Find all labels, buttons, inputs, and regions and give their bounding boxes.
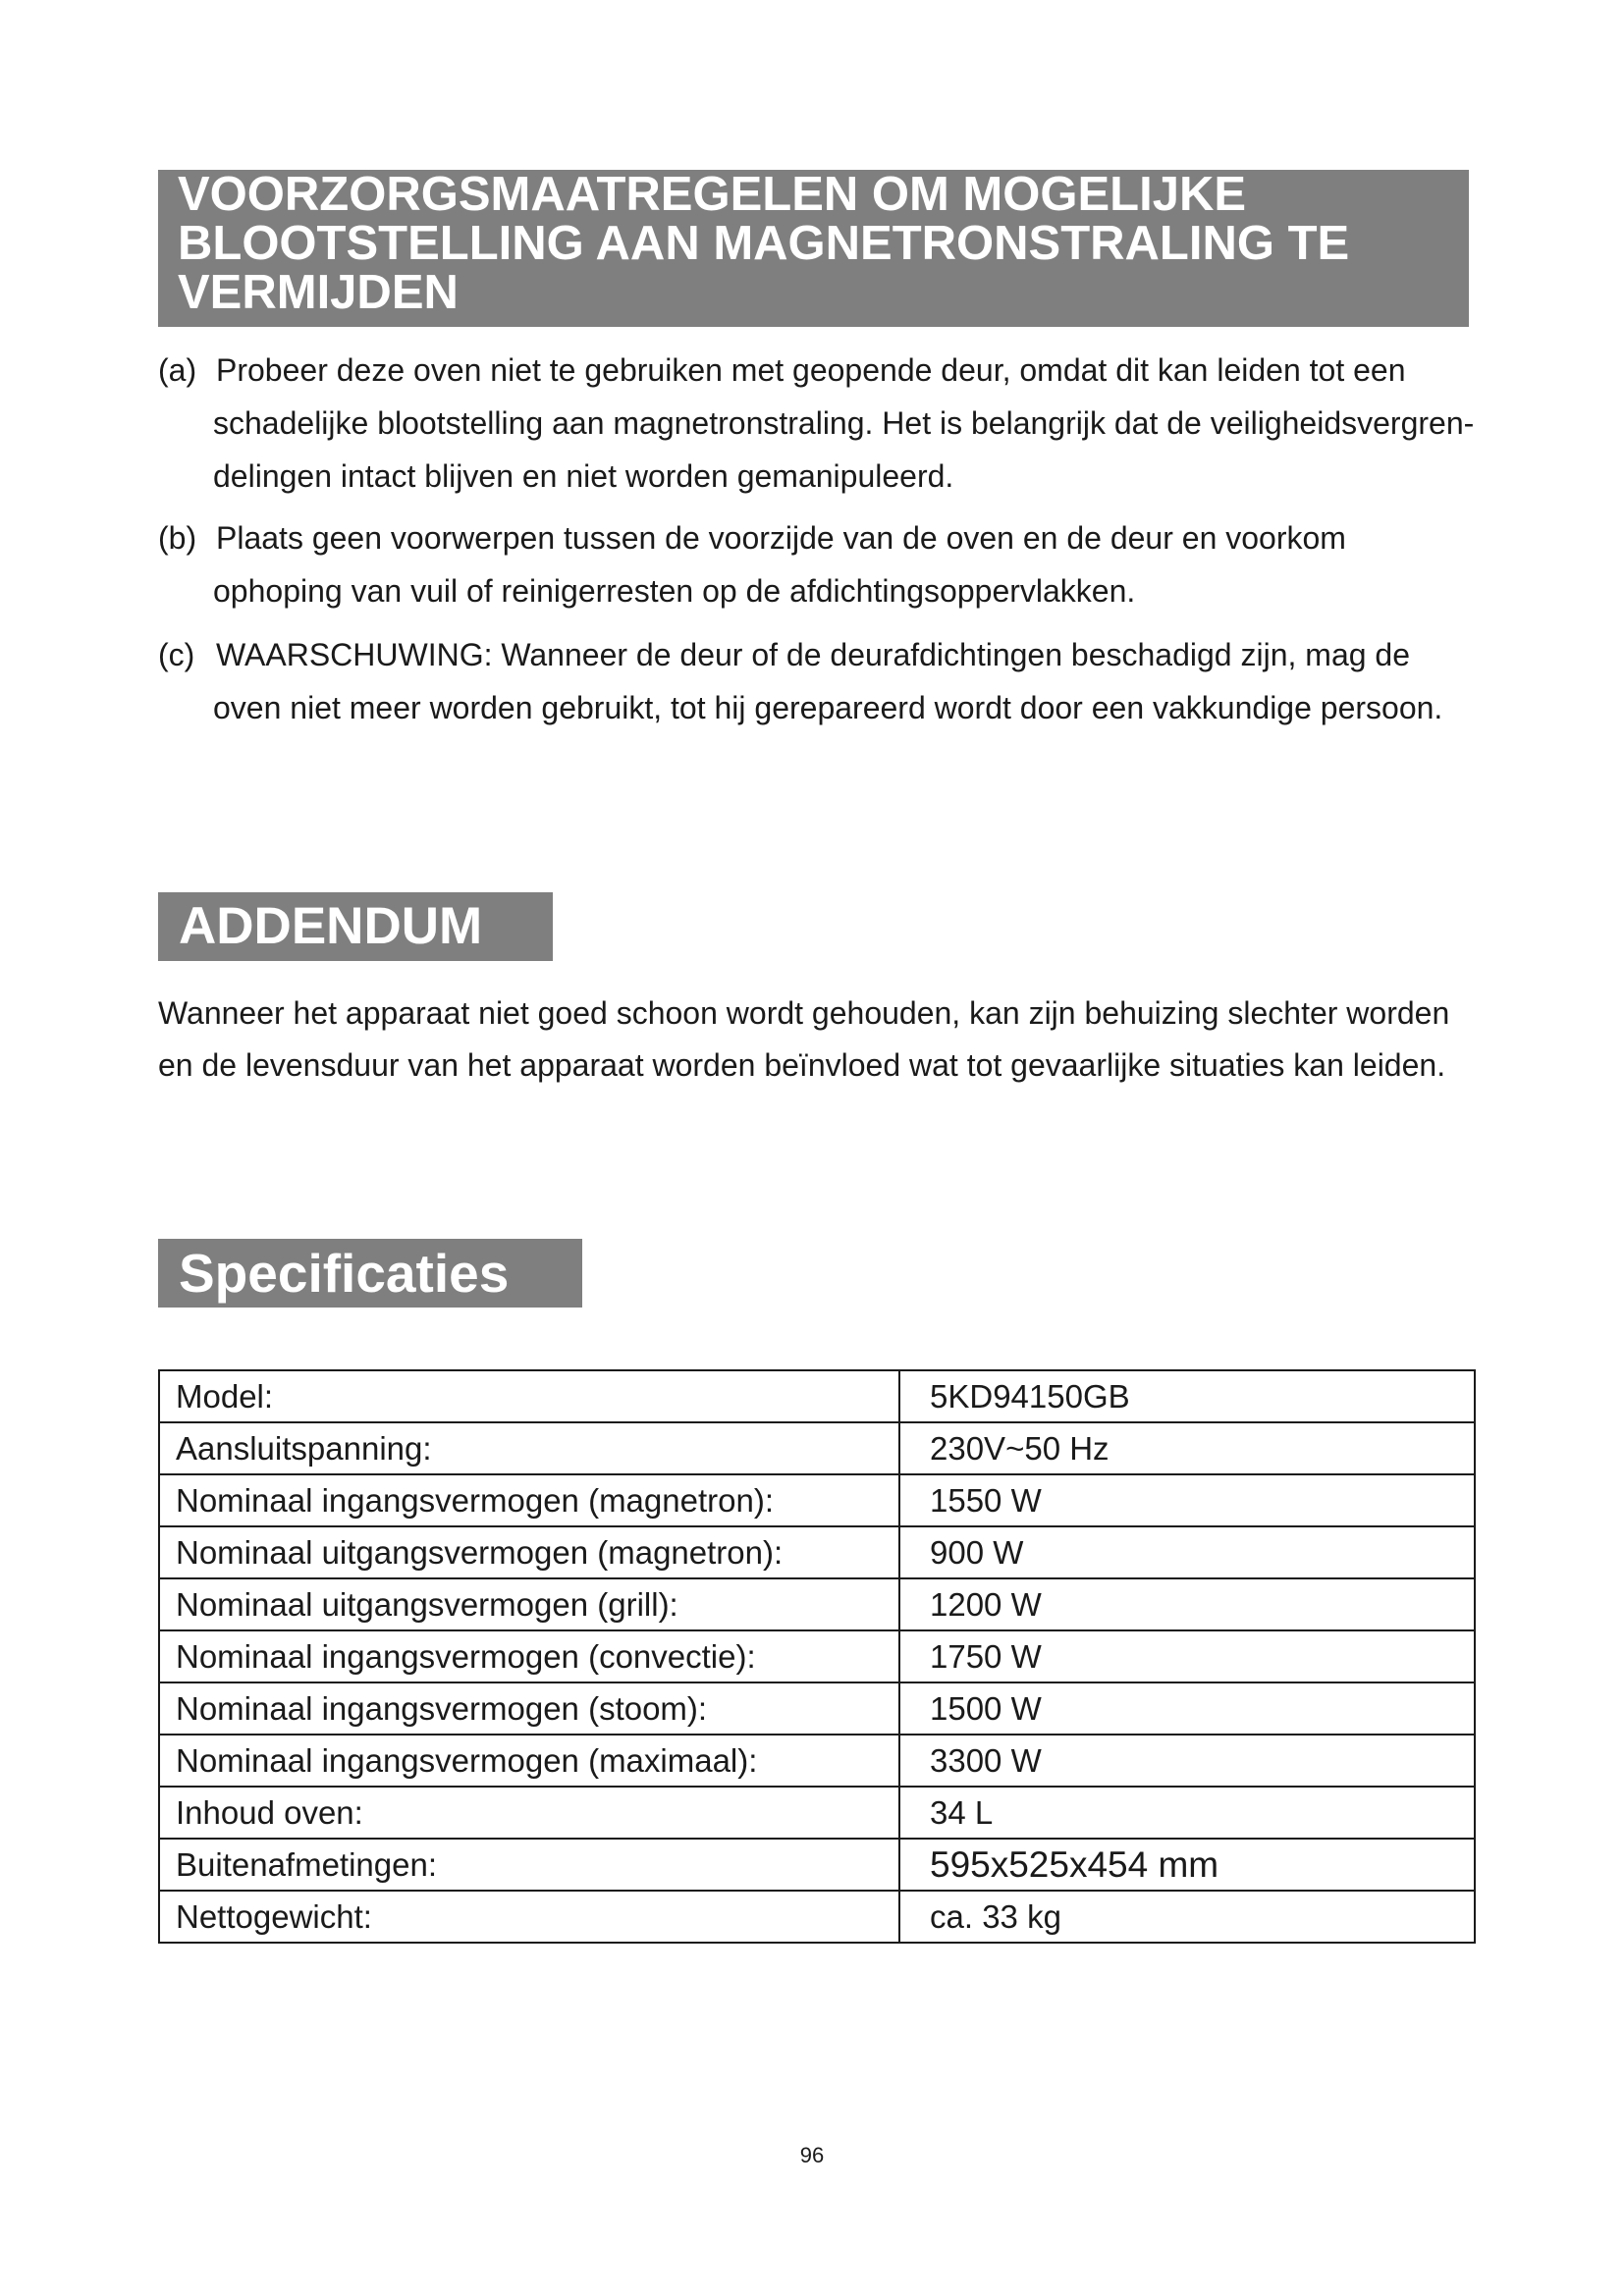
spec-row-capacity (159, 1787, 1475, 1839)
safety-heading-line-1: VOORZORGSMAATREGELEN OM MOGELIJKE (178, 168, 1247, 221)
precaution-marker: (b) (158, 520, 197, 556)
spec-value: 1750 W (899, 1630, 1475, 1682)
spec-row-weight (159, 1891, 1475, 1943)
spec-label: Nominaal uitgangsvermogen (grill): (159, 1578, 899, 1630)
spec-row-input-microwave (159, 1474, 1475, 1526)
specifications-heading: Specificaties (158, 1239, 582, 1308)
spec-value: 595x525x454 mm (899, 1839, 1475, 1891)
precaution-text: Plaats geen voorwerpen tussen de voorzijde van de oven en de deur en voorkom ophoping van vuil of reinigerresten op de afdichtingsoppervlakken. (213, 520, 1346, 609)
safety-section-heading (158, 170, 1469, 327)
safety-heading-line-2: BLOOTSTELLING AAN MAGNETRONSTRALING TE (178, 217, 1350, 270)
precaution-marker: (c) (158, 637, 195, 672)
spec-label: Nettogewicht: (159, 1891, 899, 1943)
spec-value: 1550 W (899, 1474, 1475, 1526)
spec-label: Nominaal ingangsvermogen (stoom): (159, 1682, 899, 1735)
precaution-item (158, 628, 1484, 734)
spec-value: ca. 33 kg (899, 1891, 1475, 1943)
spec-value: 1500 W (899, 1682, 1475, 1735)
spec-row-input-maximum (159, 1735, 1475, 1787)
specifications-table (158, 1369, 1476, 1944)
spec-label: Buitenafmetingen: (159, 1839, 899, 1891)
spec-label: Nominaal ingangsvermogen (magnetron): (159, 1474, 899, 1526)
spec-value: 3300 W (899, 1735, 1475, 1787)
spec-row-input-convection (159, 1630, 1475, 1682)
spec-label: Nominaal ingangsvermogen (maximaal): (159, 1735, 899, 1787)
spec-row-output-grill (159, 1578, 1475, 1630)
safety-heading-line-3: VERMIJDEN (178, 266, 459, 319)
spec-label: Nominaal uitgangsvermogen (magnetron): (159, 1526, 899, 1578)
spec-row-input-steam (159, 1682, 1475, 1735)
precaution-text: WAARSCHUWING: Wanneer de deur of de deurafdichtingen beschadigd zijn, mag de oven niet meer worden gebruikt, tot hij gerepareerd wordt door een vakkundige persoon. (213, 637, 1443, 725)
spec-row-dimensions (159, 1839, 1475, 1891)
addendum-paragraph: Wanneer het apparaat niet goed schoon wordt gehouden, kan zijn behuizing slechter worden en de levensduur van het apparaat worden beïnvloed wat tot gevaarlijke situaties kan leiden. (158, 995, 1450, 1083)
precaution-text: Probeer deze oven niet te gebruiken met geopende deur, omdat dit kan leiden tot een schadelijke blootstelling aan magnetronstraling. Het is belangrijk dat de veiligheidsvergren-delingen intact blijven en niet worden gemanipuleerd. (213, 352, 1475, 494)
spec-label: Inhoud oven: (159, 1787, 899, 1839)
spec-value: 5KD94150GB (899, 1370, 1475, 1422)
spec-label: Aansluitspanning: (159, 1422, 899, 1474)
page-number: 96 (799, 2143, 825, 2167)
addendum-heading: ADDENDUM (158, 892, 553, 961)
spec-row-voltage (159, 1422, 1475, 1474)
precaution-item (158, 344, 1484, 503)
spec-value: 1200 W (899, 1578, 1475, 1630)
spec-label: Model: (159, 1370, 899, 1422)
spec-value: 900 W (899, 1526, 1475, 1578)
spec-value: 230V~50 Hz (899, 1422, 1475, 1474)
spec-value: 34 L (899, 1787, 1475, 1839)
spec-row-model (159, 1370, 1475, 1422)
precaution-marker: (a) (158, 352, 197, 388)
precaution-item (158, 511, 1484, 617)
spec-label: Nominaal ingangsvermogen (convectie): (159, 1630, 899, 1682)
spec-row-output-microwave (159, 1526, 1475, 1578)
